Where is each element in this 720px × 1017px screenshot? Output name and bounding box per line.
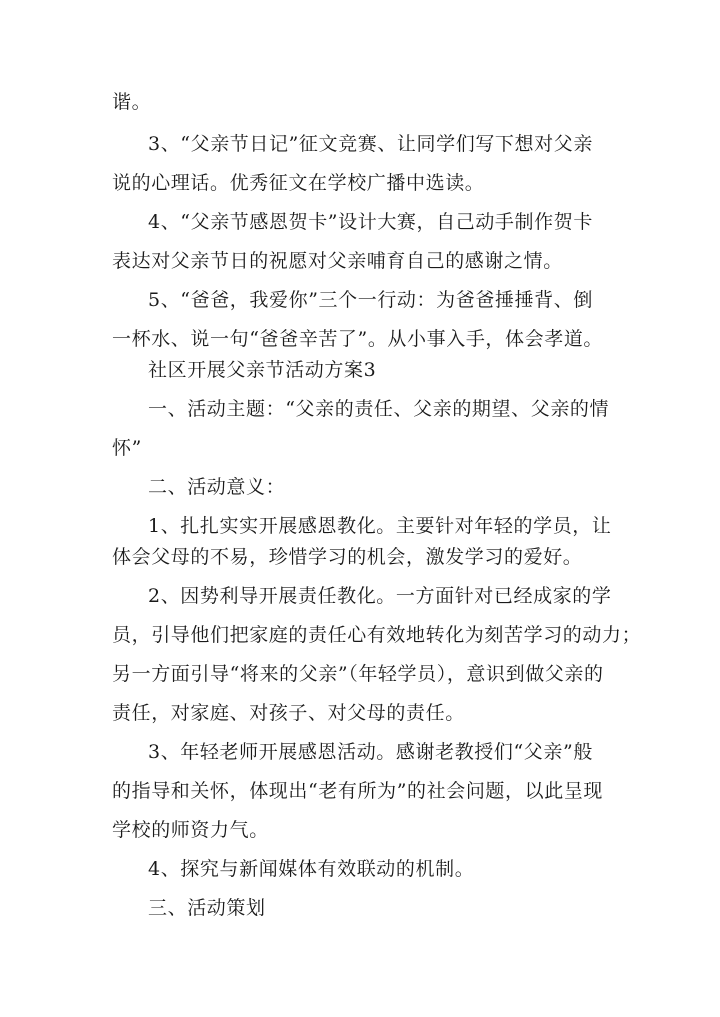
section-title: 社区开展父亲节活动方案3 — [148, 359, 377, 381]
text-line: 责任，对家庭、对孩子、对父母的责任。 — [112, 702, 465, 724]
text-line: 说的心理话。优秀征文在学校广播中选读。 — [112, 172, 485, 194]
text-line: 3、“父亲节日记”征文竞赛、让同学们写下想对父亲 — [148, 133, 593, 155]
text-line: 3、年轻老师开展感恩活动。感谢老教授们“父亲”般 — [148, 741, 593, 763]
text-line: 学校的师资力气。 — [112, 819, 269, 841]
text-line: 5、“爸爸，我爱你”三个一行动：为爸爸捶捶背、倒 — [148, 289, 593, 311]
text-line: 一杯水、说一句“爸爸辛苦了”。从小事入手，体会孝道。 — [112, 328, 604, 350]
text-line: 怀” — [112, 437, 142, 459]
section-heading: 二、活动意义： — [148, 476, 286, 498]
text-line: 谐。 — [112, 91, 152, 113]
section-heading: 三、活动策划 — [148, 897, 266, 919]
text-line: 员，引导他们把家庭的责任心有效地转化为刻苦学习的动力； — [112, 624, 642, 646]
text-line: 4、探究与新闻媒体有效联动的机制。 — [148, 858, 475, 880]
text-line: 体会父母的不易，珍惜学习的机会，激发学习的爱好。 — [112, 546, 583, 568]
text-line: 表达对父亲节日的祝愿对父亲哺育自己的感谢之情。 — [112, 250, 563, 272]
text-line: 的指导和关怀，体现出“老有所为”的社会问题，以此呈现 — [112, 780, 604, 802]
text-line: 1、扎扎实实开展感恩教化。主要针对年轻的学员，让 — [148, 515, 612, 537]
text-line: 另一方面引导“将来的父亲”（年轻学员），意识到做父亲的 — [112, 663, 604, 685]
text-line: 2、因势利导开展责任教化。一方面针对已经成家的学 — [148, 585, 612, 607]
text-line: 4、“父亲节感恩贺卡”设计大赛，自己动手制作贺卡 — [148, 211, 593, 233]
text-line: 一、活动主题：“父亲的责任、父亲的期望、父亲的情 — [148, 398, 610, 420]
